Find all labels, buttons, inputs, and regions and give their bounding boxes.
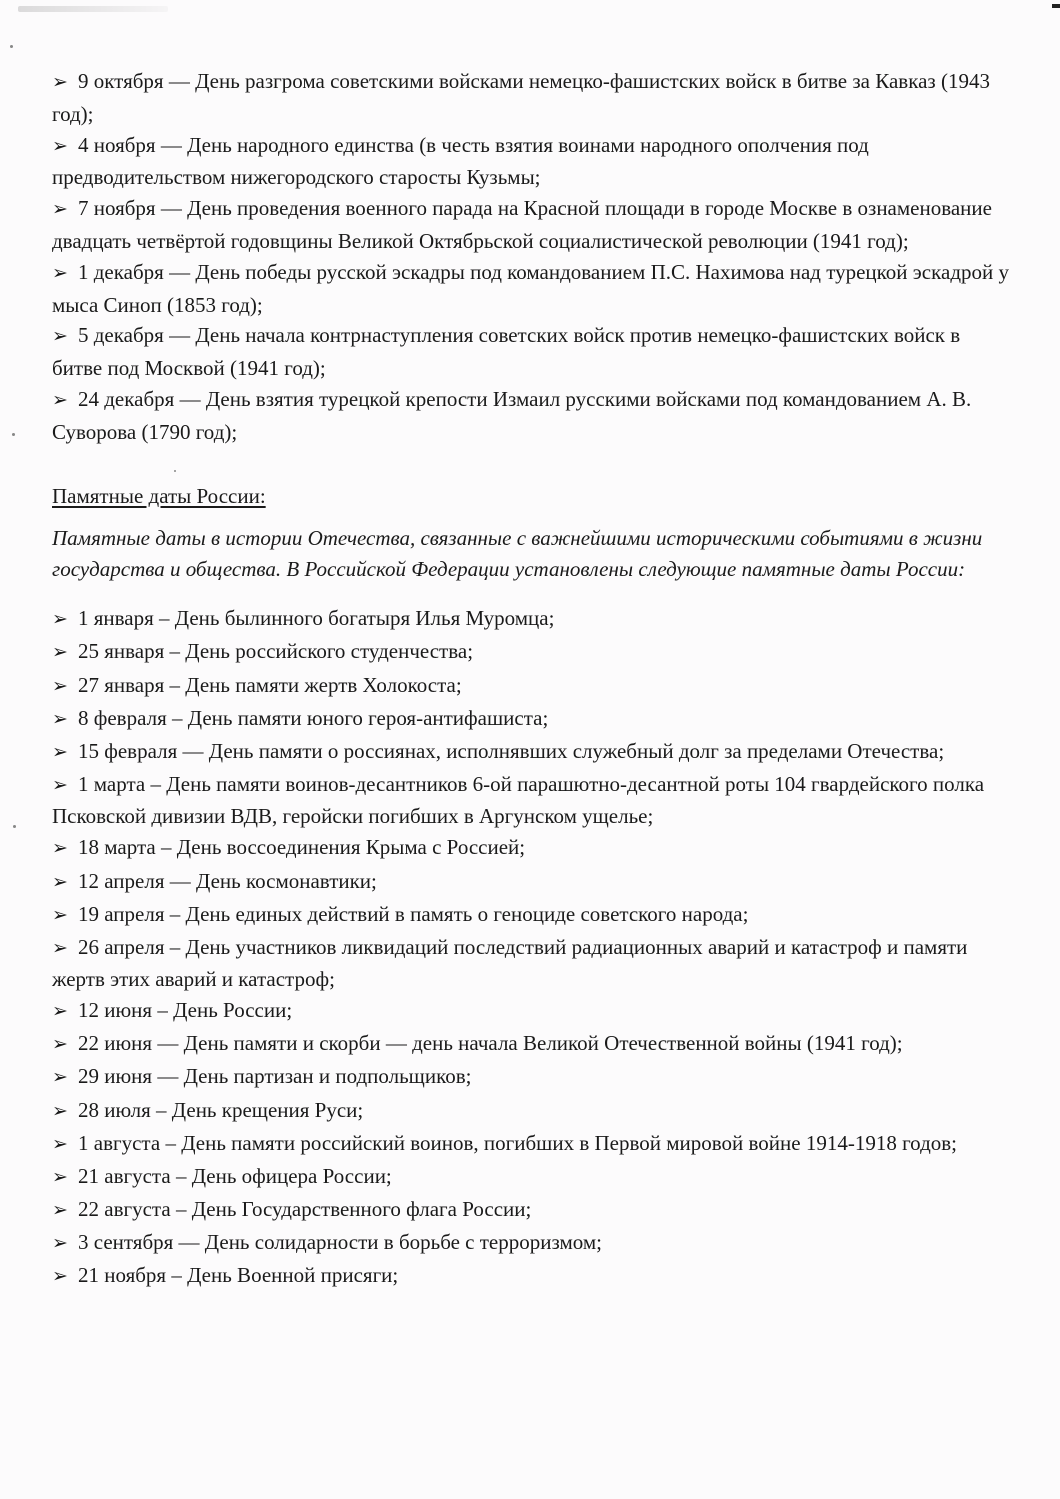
list-item	[52, 769, 1012, 832]
item-date: 1 декабря	[78, 259, 164, 284]
item-separator: —	[163, 259, 196, 284]
list-item	[52, 899, 1012, 932]
item-separator: —	[163, 323, 196, 348]
item-date: 9 октября	[78, 69, 164, 93]
scan-artifact	[1052, 4, 1060, 8]
item-separator: —	[173, 1229, 205, 1254]
bullet-arrow-icon: ➢	[52, 1067, 68, 1089]
section-heading: Памятные даты России:	[52, 483, 266, 508]
item-separator: –	[153, 606, 175, 631]
item-text: День проведения военного парада на Красной площади в городе Москве в ознаменование двадцать четвёртой годовщины Великой Октябрьской социалистической революции (1941 год);	[52, 196, 992, 253]
item-text: День победы русской эскадры под командованием П.С. Нахимова над турецкой эскадрой у мыса Синоп (1853 год);	[52, 259, 1010, 317]
list-item	[52, 636, 1012, 669]
list-item	[52, 1095, 1012, 1128]
list-item	[52, 1260, 1012, 1293]
bullet-arrow-icon: ➢	[52, 642, 68, 664]
bullet-arrow-icon: ➢	[52, 904, 68, 926]
item-text: День начала контрнаступления советских войск против немецко-фашистских войск в битве под Москвой (1941 год);	[52, 323, 961, 381]
item-separator: –	[164, 639, 186, 664]
bullet-arrow-icon: ➢	[52, 1100, 68, 1122]
bullet-arrow-icon: ➢	[52, 1232, 68, 1254]
item-text: День России;	[173, 998, 293, 1023]
bullet-arrow-icon: ➢	[52, 1166, 68, 1188]
list-item	[52, 866, 1012, 899]
item-date: 21 августа	[78, 1163, 171, 1188]
bullet-arrow-icon: ➢	[52, 1266, 68, 1288]
bullet-arrow-icon: ➢	[52, 1199, 68, 1221]
item-date: 22 июня	[78, 1031, 153, 1056]
bullet-arrow-icon: ➢	[52, 675, 68, 697]
bullet-arrow-icon: ➢	[52, 708, 68, 730]
item-separator: –	[166, 705, 188, 730]
item-date: 24 декабря	[78, 386, 175, 411]
scan-artifact	[18, 6, 168, 12]
item-date: 1 января	[78, 606, 154, 631]
item-separator: –	[155, 835, 177, 860]
scan-speck	[10, 45, 13, 48]
item-text: День космонавтики;	[196, 868, 377, 893]
memorial-dates-list	[52, 603, 1012, 1292]
bullet-arrow-icon: ➢	[52, 1034, 68, 1056]
item-separator: —	[155, 196, 188, 221]
list-item	[52, 66, 1012, 130]
item-separator: –	[164, 901, 186, 926]
list-item	[52, 193, 1012, 257]
item-separator: –	[166, 1263, 188, 1288]
item-separator: –	[164, 934, 186, 959]
item-separator: –	[160, 1130, 182, 1155]
list-item	[52, 384, 1012, 448]
item-separator: —	[152, 1064, 184, 1089]
bullet-arrow-icon: ➢	[52, 262, 68, 284]
bullet-arrow-icon: ➢	[52, 1133, 68, 1155]
bullet-arrow-icon: ➢	[52, 72, 68, 93]
list-item	[52, 932, 1012, 995]
list-item	[52, 1061, 1012, 1094]
events-list-top	[52, 66, 1012, 448]
item-text: День народного единства (в честь взятия воинами народного ополчения под предводительством нижегородского старосты Кузьмы;	[52, 132, 869, 190]
item-date: 18 марта	[78, 835, 156, 860]
bullet-arrow-icon: ➢	[52, 609, 68, 631]
item-text: День былинного богатыря Илья Муромца;	[174, 606, 555, 631]
bullet-arrow-icon: ➢	[52, 741, 68, 763]
item-text: День взятия турецкой крепости Измаил русскими войсками под командованием А. В. Суворова (1790 год);	[52, 386, 972, 444]
item-separator: –	[145, 771, 167, 796]
item-text: День российского студенчества;	[185, 639, 474, 664]
bullet-arrow-icon: ➢	[52, 135, 68, 157]
item-separator: –	[170, 1196, 192, 1221]
item-text: День Государственного флага России;	[191, 1196, 532, 1221]
list-item	[52, 603, 1012, 636]
document-body	[52, 66, 1012, 1293]
list-item	[52, 1128, 1012, 1161]
bullet-arrow-icon: ➢	[52, 1001, 68, 1023]
item-text: День разгрома советскими войсками немецко-фашистских войск в битве за Кавказ (1943 год);	[52, 69, 990, 126]
item-separator: —	[155, 132, 188, 157]
item-text: День памяти юного героя-антифашиста;	[187, 705, 549, 730]
scan-speck	[12, 433, 15, 436]
list-item	[52, 257, 1012, 321]
item-date: 7 ноября	[78, 196, 156, 221]
scan-speck	[13, 825, 16, 828]
item-date: 22 августа	[78, 1196, 171, 1221]
item-text: День Военной присяги;	[187, 1263, 399, 1288]
item-text: День партизан и подпольщиков;	[183, 1064, 472, 1089]
item-text: День офицера России;	[191, 1163, 392, 1188]
item-separator: —	[152, 1031, 184, 1056]
item-date: 28 июля	[78, 1097, 151, 1122]
list-item	[52, 1194, 1012, 1227]
item-date: 25 января	[78, 639, 165, 664]
item-date: 3 сентября	[78, 1229, 174, 1254]
item-separator: –	[150, 1097, 172, 1122]
item-date: 15 февраля	[78, 738, 178, 763]
list-item	[52, 130, 1012, 194]
item-separator: —	[174, 386, 206, 411]
item-date: 19 апреля	[78, 901, 165, 926]
item-text: День участников ликвидаций последствий радиационных аварий и катастроф и памяти жертв этих аварий и катастроф;	[52, 934, 968, 992]
bullet-arrow-icon: ➢	[52, 937, 68, 959]
list-item	[52, 995, 1012, 1028]
item-separator: –	[152, 998, 174, 1023]
item-text: День памяти воинов-десантников 6-ой парашютно-десантной роты 104 гвардейского полка Псковской дивизии ВДВ, геройски погибших в Аргунском ущелье;	[52, 771, 985, 829]
list-item	[52, 832, 1012, 865]
item-date: 8 февраля	[78, 705, 167, 730]
item-date: 1 августа	[78, 1130, 161, 1155]
bullet-arrow-icon: ➢	[52, 199, 68, 221]
list-item	[52, 703, 1012, 736]
bullet-arrow-icon: ➢	[52, 774, 68, 796]
item-date: 1 марта	[78, 771, 146, 796]
item-separator: —	[163, 69, 196, 93]
item-date: 4 ноября	[78, 132, 156, 157]
item-date: 12 апреля	[78, 868, 165, 893]
item-separator: –	[164, 672, 186, 697]
item-text: День крещения Руси;	[171, 1097, 364, 1122]
item-text: День воссоединения Крыма с Россией;	[176, 835, 526, 860]
item-separator: —	[164, 868, 196, 893]
item-separator: —	[177, 738, 209, 763]
item-date: 29 июня	[78, 1064, 153, 1089]
list-item	[52, 1028, 1012, 1061]
item-date: 26 апреля	[78, 934, 165, 959]
list-item	[52, 1227, 1012, 1260]
bullet-arrow-icon: ➢	[52, 871, 68, 893]
item-text: День памяти российский воинов, погибших в Первой мировой войне 1914-1918 годов;	[181, 1130, 957, 1155]
item-date: 5 декабря	[78, 323, 164, 348]
list-item	[52, 320, 1012, 384]
item-date: 12 июня	[78, 998, 153, 1023]
intro-paragraph: Памятные даты в истории Отечества, связанные с важнейшими историческими событиями в жизни государства и общества. В Российской Федерации установлены следующие памятные даты России:	[52, 526, 983, 582]
item-date: 21 ноября	[78, 1263, 167, 1288]
item-date: 27 января	[78, 672, 165, 697]
item-separator: –	[170, 1163, 192, 1188]
bullet-arrow-icon: ➢	[52, 838, 68, 860]
item-text: День памяти и скорби — день начала Великой Отечественной войны (1941 год);	[183, 1031, 903, 1056]
item-text: День единых действий в память о геноциде советского народа;	[185, 901, 749, 926]
item-text: День солидарности в борьбе с терроризмом;	[204, 1229, 603, 1254]
item-text: День памяти о россиянах, исполнявших служебный долг за пределами Отечества;	[208, 738, 945, 763]
list-item	[52, 670, 1012, 703]
list-item	[52, 736, 1012, 769]
bullet-arrow-icon: ➢	[52, 326, 68, 348]
item-text: День памяти жертв Холокоста;	[185, 672, 462, 697]
bullet-arrow-icon: ➢	[52, 389, 68, 411]
list-item	[52, 1161, 1012, 1194]
